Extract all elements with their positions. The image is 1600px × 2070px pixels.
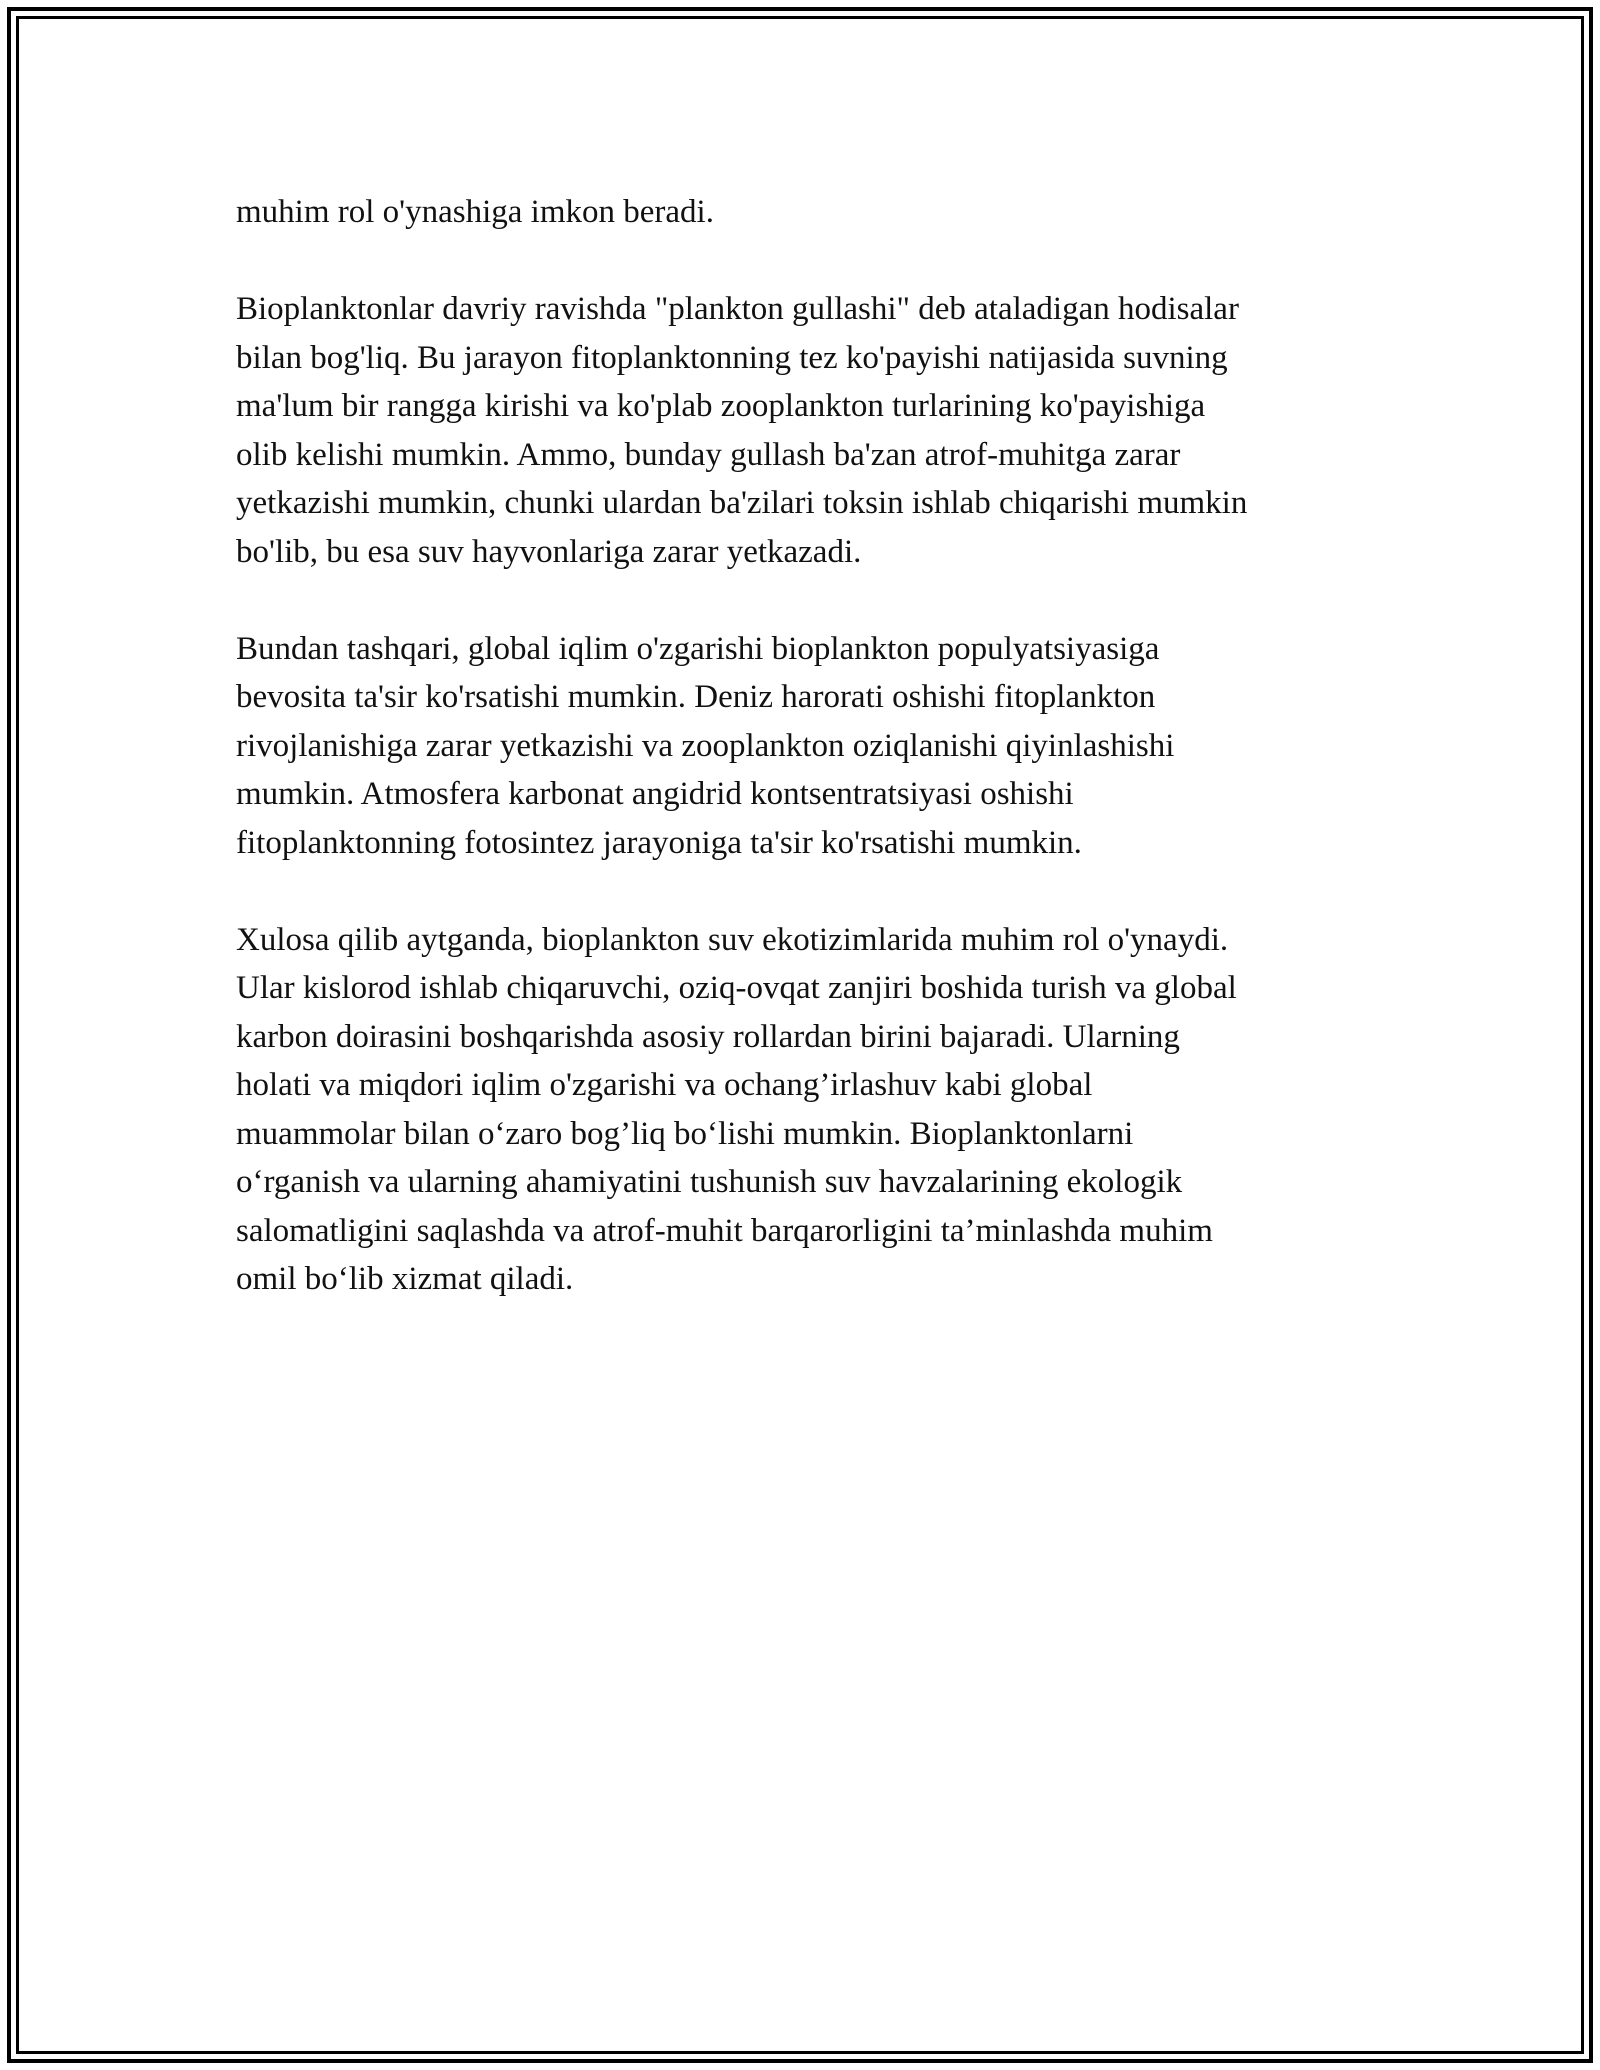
paragraph-conclusion: Xulosa qilib aytganda, bioplankton suv ekotizimlarida muhim rol o'ynaydi. Ular kislorod ishlab chiqaruvchi, oziq-ovqat zanjiri boshida turish va global karbon doirasini boshqarishda asosiy rollardan birini bajaradi. Ularning holati va miqdori iqlim o'zgarishi va ochang’irlashuv kabi global muammolar bilan o‘zaro bog’liq bo‘lishi mumkin. Bioplanktonlarni o‘rganish va ularning ahamiyatini tushunish suv havzalarining ekologik salomatligini saqlashda va atrof-muhit barqarorligini ta’minlashda muhim omil bo‘lib xizmat qiladi. (236, 921, 1237, 1297)
paragraph-continuation: muhim rol o'ynashiga imkon beradi. (236, 194, 714, 230)
paragraph-climate-change: Bundan tashqari, global iqlim o'zgarishi bioplankton populyatsiyasiga bevosita ta'sir ko'rsatishi mumkin. Deniz harorati oshishi fitoplankton rivojlanishiga zarar yetkazishi va zooplankton oziqlanishi qiyinlashishi mumkin. Atmosfera karbonat angidrid kontsentratsiyasi oshishi fitoplanktonning fotosintez jarayoniga ta'sir ko'rsatishi mumkin. (236, 630, 1175, 861)
document-body (236, 188, 1396, 1352)
paragraph-plankton-bloom: Bioplanktonlar davriy ravishda "plankton gullashi" deb ataladigan hodisalar bilan bog'liq. Bu jarayon fitoplanktonning tez ko'payishi natijasida suvning ma'lum bir rangga kirishi va ko'plab zooplankton turlarining ko'payishiga olib kelishi mumkin. Ammo, bunday gullash ba'zan atrof-muhitga zarar yetkazishi mumkin, chunki ulardan ba'zilari toksin ishlab chiqarishi mumkin bo'lib, bu esa suv hayvonlariga zarar yetkazadi. (236, 291, 1248, 570)
